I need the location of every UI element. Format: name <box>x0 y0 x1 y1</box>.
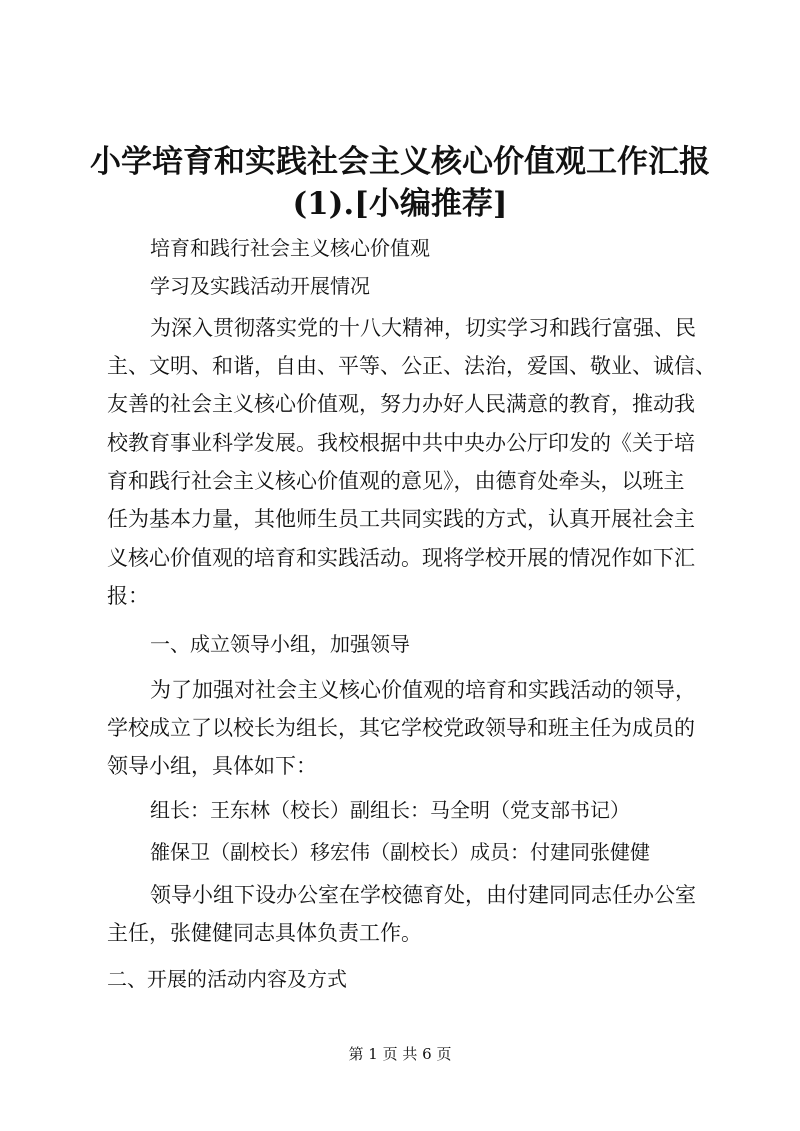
member-line: 组长：王东林（校长）副组长：马全明（党支部书记） <box>150 798 630 822</box>
page-number-footer: 第 1 页 共 6 页 <box>348 1045 452 1063</box>
paragraph-line: 友善的社会主义核心价值观，努力办好人民满意的教育，推动我 <box>107 392 695 416</box>
paragraph-line: 育和践行社会主义核心价值观的意见》，由德育处牵头，以班主 <box>107 469 685 493</box>
document-title-line-1: 小学培育和实践社会主义核心价值观工作汇报 <box>90 144 710 180</box>
document-title-line-2: (1).[小编推荐] <box>292 186 508 222</box>
paragraph-line: 主、文明、和谐，自由、平等、公正、法治，爱国、敬业、诚信、 <box>107 354 716 378</box>
paragraph-line: 校教育事业科学发展。我校根据中共中央办公厅印发的《关于培 <box>107 431 695 455</box>
member-line: 雒保卫（副校长）移宏伟（副校长）成员：付建同张健健 <box>150 840 650 864</box>
paragraph-line: 领导小组下设办公室在学校德育处，由付建同同志任办公室 <box>150 883 696 907</box>
paragraph-line: 学校成立了以校长为组长，其它学校党政领导和班主任为成员的 <box>107 716 695 740</box>
paragraph-line: 为了加强对社会主义核心价值观的培育和实践活动的领导， <box>150 678 696 702</box>
paragraph-line: 任为基本力量，其他师生员工共同实践的方式，认真开展社会主 <box>107 507 695 531</box>
paragraph-line: 为深入贯彻落实党的十八大精神，切实学习和践行富强、民 <box>150 316 696 340</box>
section-subheading: 学习及实践活动开展情况 <box>150 274 370 298</box>
section-heading-1: 一、成立领导小组，加强领导 <box>150 632 410 656</box>
paragraph-line: 义核心价值观的培育和实践活动。现将学校开展的情况作如下汇 <box>107 546 695 570</box>
section-heading-2: 二、开展的活动内容及方式 <box>107 967 347 991</box>
paragraph-line: 领导小组，具体如下： <box>107 754 317 778</box>
paragraph-line: 报： <box>107 584 149 608</box>
paragraph-line: 主任，张健健同志具体负责工作。 <box>107 921 422 945</box>
section-heading: 培育和践行社会主义核心价值观 <box>150 236 430 260</box>
